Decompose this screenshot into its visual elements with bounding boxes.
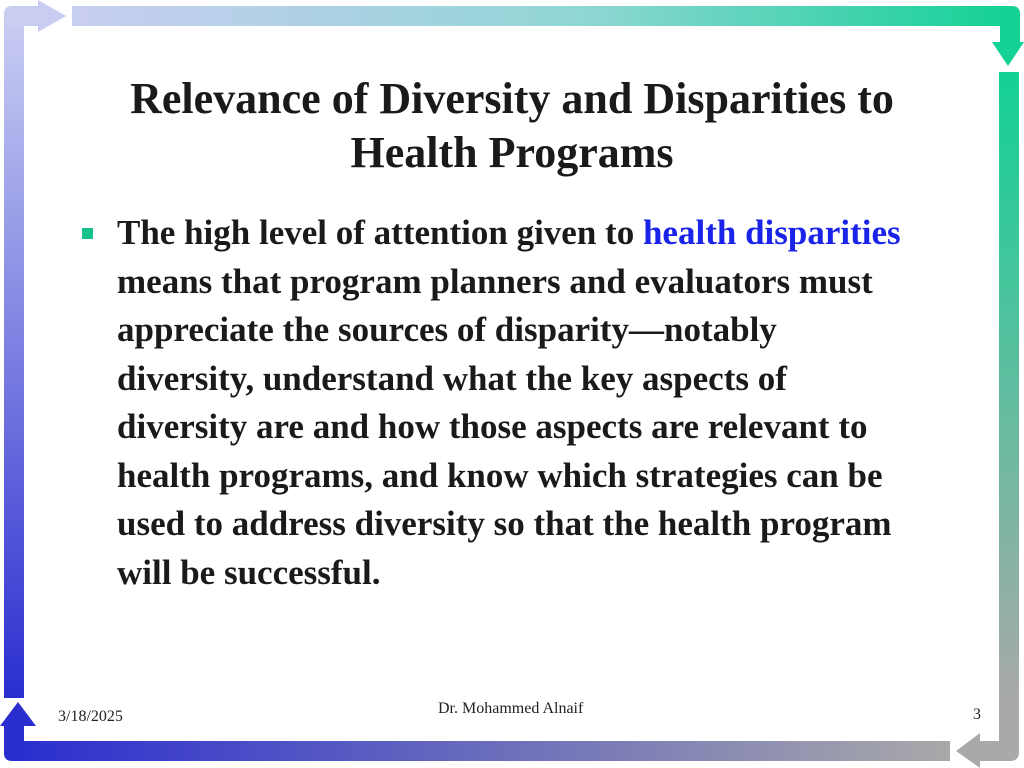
bullet-text-rest: means that program planners and evaluators must appreciate the sources of disparity—notably diversity, understand what the key aspects of diversity are and how those aspects are relevant to health programs, and know which strategies can be used to address diversity so that the health program will be successful. [117, 261, 892, 592]
frame-bottom-bar [16, 741, 950, 761]
bullet-text-highlight: health disparities [642, 213, 901, 252]
arrow-left-icon [956, 700, 1019, 768]
bullet-text-lead: The high level of attention given to [117, 213, 643, 252]
frame-top-bar [72, 6, 1008, 26]
page-number: 3 [973, 706, 981, 723]
bullet-text [117, 209, 917, 597]
square-bullet-icon [82, 228, 93, 239]
arrow-right-icon [4, 0, 66, 32]
frame-right-bar [999, 72, 1019, 700]
footer-author: Dr. Mohammed Alnaif [438, 700, 584, 717]
footer-date: 3/18/2025 [58, 708, 123, 725]
frame-left-bar [4, 20, 24, 698]
slide-title [60, 72, 964, 180]
slide-title-line-1: Relevance of Diversity and Disparities to [130, 74, 894, 123]
slide-title-line-2: Health Programs [350, 128, 674, 177]
